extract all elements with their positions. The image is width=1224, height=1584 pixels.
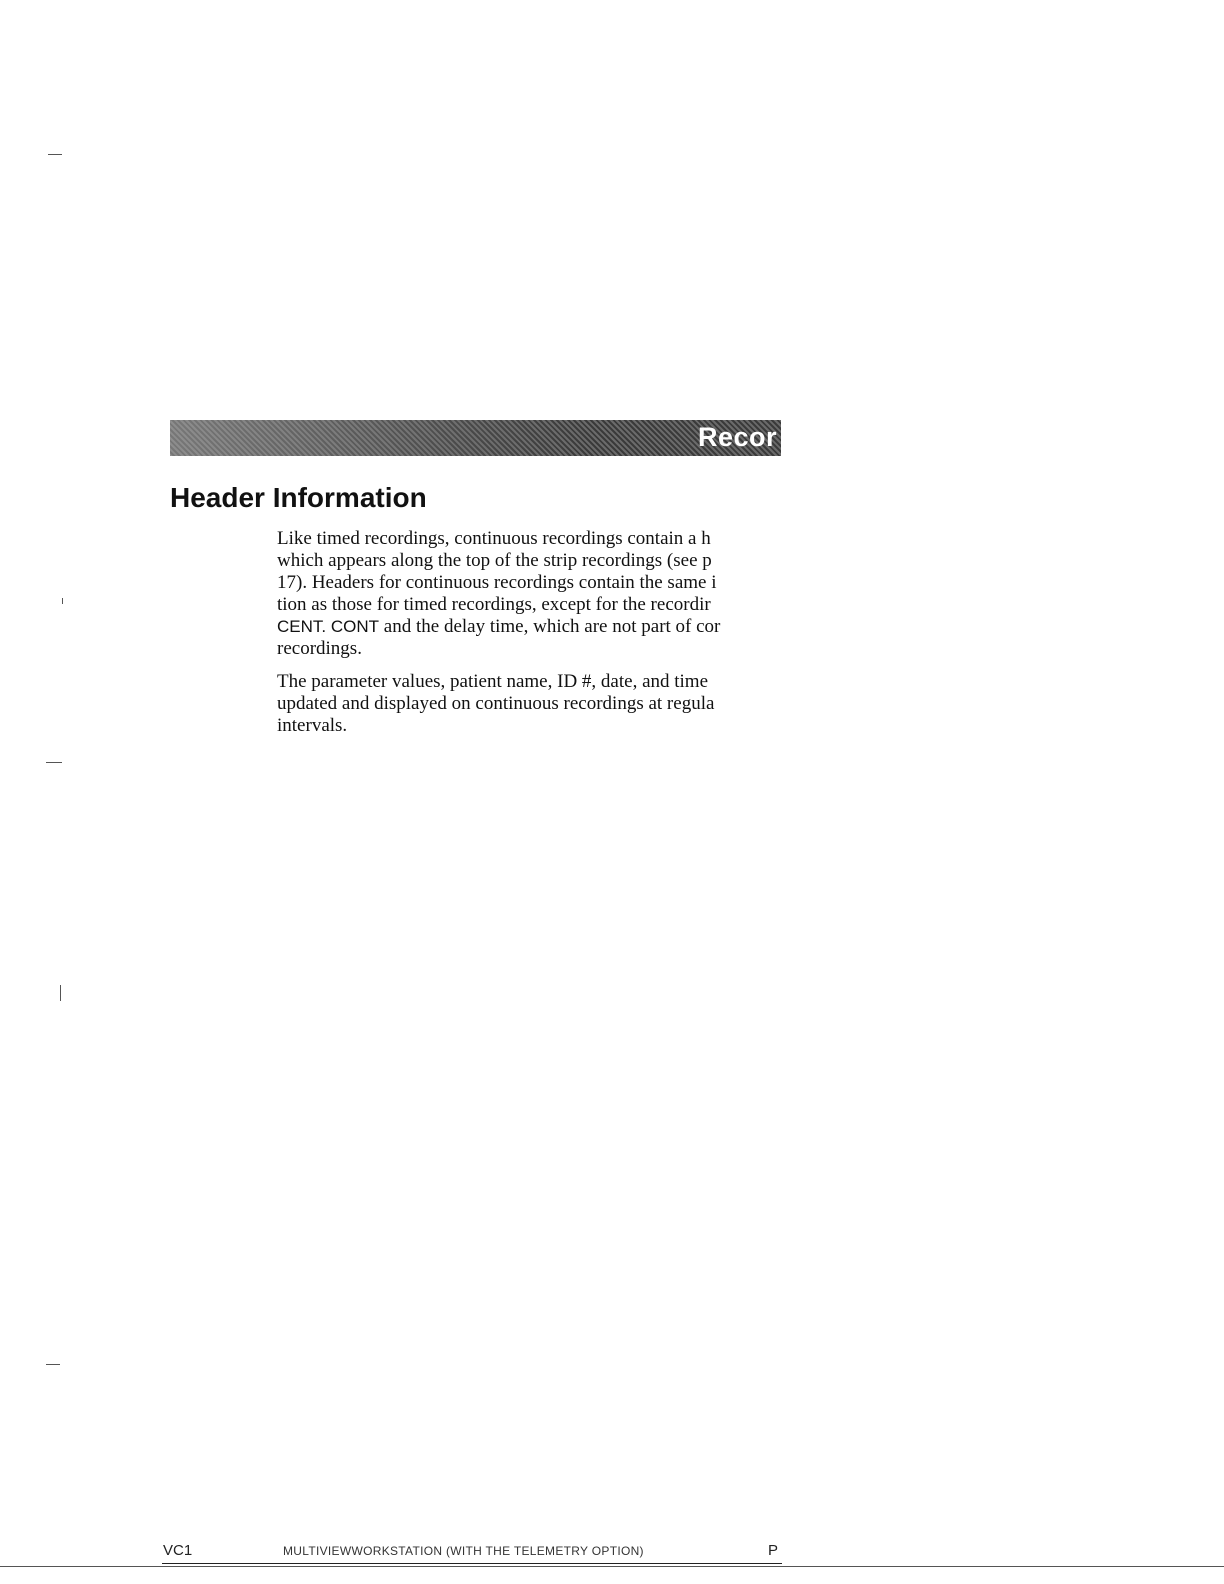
scan-mark [46,762,62,763]
paragraph-line: which appears along the top of the strip recordings (see p [277,550,712,571]
footer-rule [162,1563,782,1564]
small-caps-term: CONT [330,617,380,636]
paragraph-spacer [277,660,781,671]
paragraph-line: recordings. [277,638,362,659]
paragraph-line: intervals. [277,715,348,736]
paragraph-2 [277,671,781,737]
paragraph-line: 17). Headers for continuous recordings contain the same i [277,572,717,593]
small-caps-term: CENT. [277,617,327,636]
paragraph-1 [277,528,781,660]
scan-mark [48,154,62,155]
paragraph-line-rest: and the delay time, which are not part of cor [379,616,721,637]
footer-product-title: MULTIVIEWWORKSTATION (WITH THE TELEMETRY OPTION) [283,1544,644,1558]
chapter-banner [170,420,781,456]
paragraph-line: The parameter values, patient name, ID #, date, and time [277,671,709,692]
footer-doc-code: VC1 [163,1542,193,1559]
paragraph-line [277,616,781,638]
body-text [277,528,781,737]
footer-page-label: P [768,1542,779,1559]
scan-mark [60,985,61,1001]
paragraph-line: tion as those for timed recordings, except for the recordir [277,594,711,615]
banner-title: Recor [697,422,777,452]
paragraph-line: updated and displayed on continuous recordings at regula [277,693,715,714]
section-heading: Header Information [170,482,427,513]
banner-gradient [170,420,590,456]
paragraph-line: Like timed recordings, continuous recordings contain a h [277,528,711,549]
footer-edge-rule [0,1566,1224,1567]
scan-mark [62,598,63,604]
scan-mark [46,1364,60,1365]
